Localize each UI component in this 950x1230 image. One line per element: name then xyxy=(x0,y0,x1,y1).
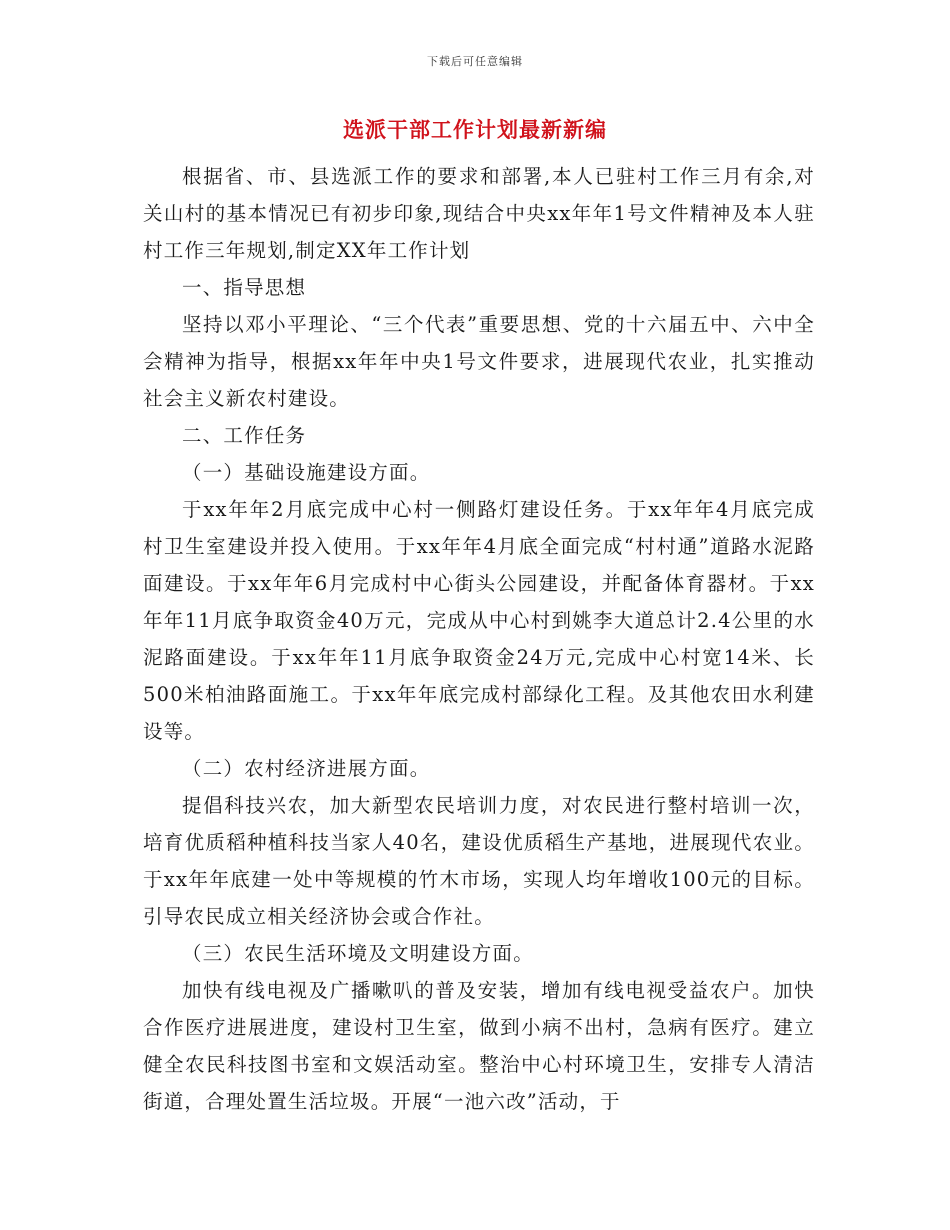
subheading-infrastructure: （一）基础设施建设方面。 xyxy=(182,461,431,484)
paragraph-living-environment: 加快有线电视及广播嗽叭的普及安装，增加有线电视受益农户。加快合作医疗进展进度，建设村卫生室，做到小病不出村，急病有医疗。建立健全农民科技图书室和文娱活动室。整治中心村环境卫生，安排专人清洁街道，合理处置生活垃圾。开展“一池六改”活动，于 xyxy=(143,979,815,1113)
section-heading-work-tasks: 二、工作任务 xyxy=(182,424,307,447)
subheading-living-environment: （三）农民生活环境及文明建设方面。 xyxy=(182,942,534,965)
paragraph-intro: 根据省、市、县选派工作的要求和部署,本人已驻村工作三月有余,对关山村的基本情况已有初步印象,现结合中央xx年年1号文件精神及本人驻村工作三年规划,制定XX年工作计划 xyxy=(143,165,815,262)
document-title: 选派干部工作计划最新新编 xyxy=(343,117,607,142)
paragraph-rural-economy: 提倡科技兴农，加大新型农民培训力度，对农民进行整村培训一次，培育优质稻种植科技当家人40名，建设优质稻生产基地，进展现代农业。于xx年年底建一处中等规模的竹木市场，实现人均年增收100元的目标。引导农民成立相关经济协会或合作社。 xyxy=(143,794,815,928)
subheading-rural-economy: （二）农村经济进展方面。 xyxy=(182,757,431,780)
paragraph-infrastructure: 于xx年年2月底完成中心村一侧路灯建设任务。于xx年年4月底完成村卫生室建设并投入使用。于xx年年4月底全面完成“村村通”道路水泥路面建设。于xx年年6月完成村中心街头公园建设，并配备体育器材。于xx年年11月底争取资金40万元，完成从中心村到姚李大道总计2.4公里的水泥路面建设。于xx年年11月底争取资金24万元,完成中心村宽14米、长500米柏油路面施工。于xx年年底完成村部绿化工程。及其他农田水利建设等。 xyxy=(143,498,815,743)
section-heading-guiding-ideology: 一、指导思想 xyxy=(182,276,307,299)
header-note: 下载后可任意编辑 xyxy=(427,55,523,68)
paragraph-guiding-ideology: 坚持以邓小平理论、“三个代表”重要思想、党的十六届五中、六中全会精神为指导，根据xx年年中央1号文件要求，进展现代农业，扎实推动社会主义新农村建设。 xyxy=(143,313,815,410)
document-body xyxy=(143,158,815,1120)
